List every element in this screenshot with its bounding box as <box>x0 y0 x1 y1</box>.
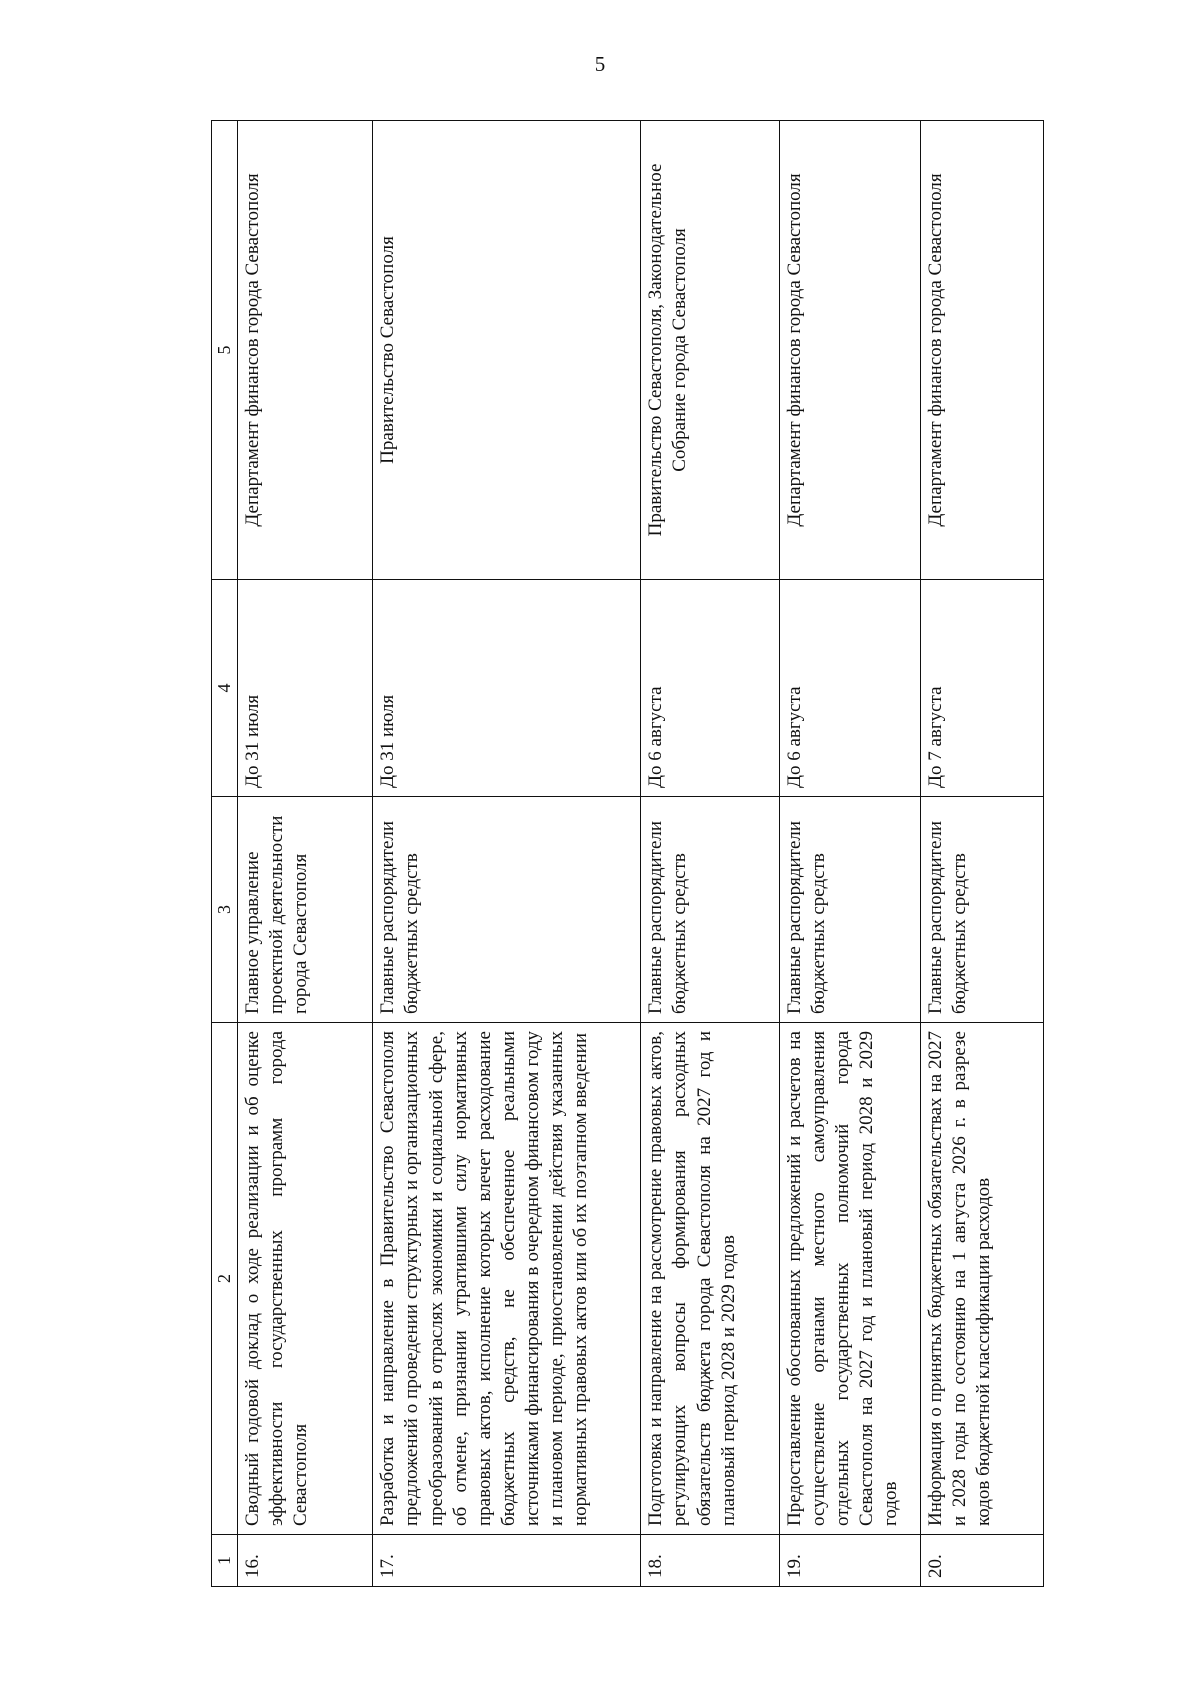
rotated-table-container <box>211 121 1044 1587</box>
row-recipient: Департамент финансов города Севастополя <box>920 121 1043 580</box>
row-description: Подготовка и направление на рассмотрение правовых актов, регулирующих вопросы формирования расходных обязательств бюджета города Севастополя на 2027 год и плановый период 2028 и 2029 годов <box>641 1023 779 1535</box>
row-recipient: Правительство Севастополя <box>373 121 641 580</box>
row-description: Разработка и направление в Правительство Севастополя предложений о проведении структурных и организационных преобразований в отраслях экономики и социальной сфере, об отмене, признании утратившими силу нормативных правовых актов, исполнение которых влечет расходование бюджетных средств, не обеспеченное реальными источниками финансирования в очередном финансовом году и плановом периоде, приостановлении действия указанных нормативных правовых актов или об их поэтапном введении <box>373 1023 641 1535</box>
row-recipient: Департамент финансов города Севастополя <box>238 121 373 580</box>
row-description: Предоставление обоснованных предложений и расчетов на осуществление органами местного самоуправления отдельных государственных полномочий города Севастополя на 2027 год и плановый период 2028 и 2029 годов <box>779 1023 920 1535</box>
table-row <box>641 121 779 1587</box>
row-number: 17. <box>373 1535 641 1587</box>
table-row <box>373 121 641 1587</box>
row-deadline: До 7 августа <box>920 580 1043 797</box>
row-description: Информация о принятых бюджетных обязательствах на 2027 и 2028 годы по состоянию на 1 августа 2026 г. в разрезе кодов бюджетной классификации расходов <box>920 1023 1043 1535</box>
row-responsible: Главные распорядители бюджетных средств <box>779 797 920 1023</box>
row-responsible: Главные распорядители бюджетных средств <box>373 797 641 1023</box>
row-number: 19. <box>779 1535 920 1587</box>
table-row <box>238 121 373 1587</box>
table-header-row <box>212 121 238 1587</box>
header-col-5: 5 <box>212 121 238 580</box>
header-col-1: 1 <box>212 1535 238 1587</box>
row-deadline: До 31 июля <box>373 580 641 797</box>
row-number: 20. <box>920 1535 1043 1587</box>
row-recipient: Департамент финансов города Севастополя <box>779 121 920 580</box>
table-row <box>779 121 920 1587</box>
schedule-table <box>211 120 1044 1587</box>
table-row <box>920 121 1043 1587</box>
row-responsible: Главные распорядители бюджетных средств <box>920 797 1043 1023</box>
row-number: 16. <box>238 1535 373 1587</box>
header-col-3: 3 <box>212 797 238 1023</box>
header-col-4: 4 <box>212 580 238 797</box>
page-number: 5 <box>594 52 606 76</box>
row-recipient: Правительство Севастополя, Законодательное Собрание города Севастополя <box>641 121 779 580</box>
row-number: 18. <box>641 1535 779 1587</box>
row-deadline: До 6 августа <box>779 580 920 797</box>
row-deadline: До 31 июля <box>238 580 373 797</box>
row-responsible: Главное управление проектной деятельности города Севастополя <box>238 797 373 1023</box>
header-col-2: 2 <box>212 1023 238 1535</box>
row-responsible: Главные распорядители бюджетных средств <box>641 797 779 1023</box>
row-deadline: До 6 августа <box>641 580 779 797</box>
row-description: Сводный годовой доклад о ходе реализации и об оценке эффективности государственных программ города Севастополя <box>238 1023 373 1535</box>
